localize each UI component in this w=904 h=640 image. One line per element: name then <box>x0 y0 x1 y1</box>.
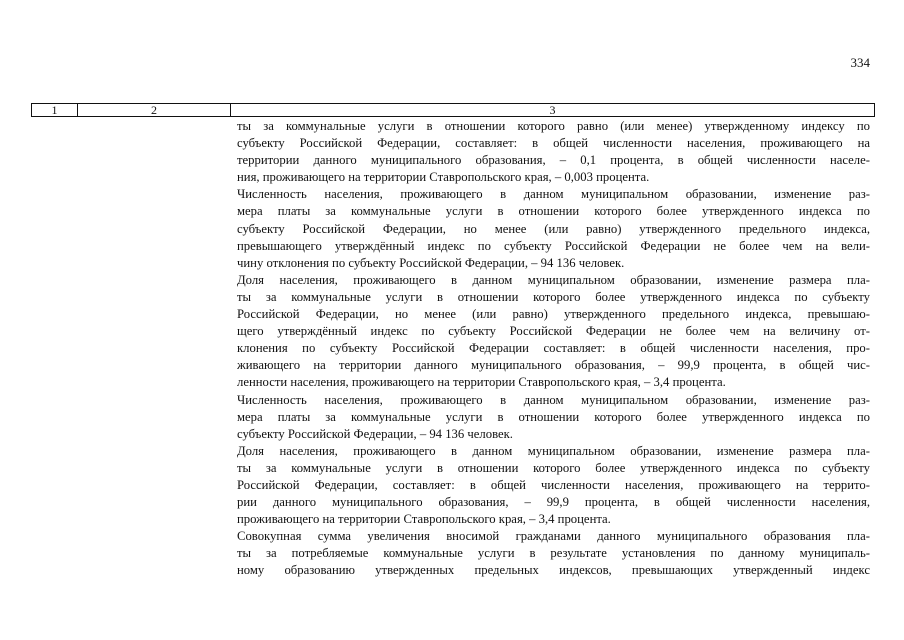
text-line: ты за потребляемые коммунальные услуги в результате установления по данному муниципаль- <box>237 546 870 561</box>
column-header-2: 2 <box>78 104 231 117</box>
text-line: мера платы за коммунальные услуги в отношении которого более утвержденного индекса по <box>237 409 870 424</box>
text-line: проживающего на территории Ставропольского края, – 3,4 процента. <box>237 512 611 527</box>
text-line: рии данного муниципального образования, – 99,9 процента, в общей численности населения, <box>237 495 870 510</box>
text-line: ному образованию утвержденных предельных индексов, превышающих утвержденный индекс <box>237 563 870 578</box>
paragraph <box>237 118 870 186</box>
paragraph <box>237 528 870 579</box>
document-body <box>237 118 870 580</box>
text-line: субъекту Российской Федерации, – 94 136 человек. <box>237 426 513 441</box>
text-line: ты за коммунальные услуги в отношении которого равно (или менее) утвержденному индексу по <box>237 119 870 133</box>
text-line: мера платы за коммунальные услуги в отношении которого более утвержденного индекса по <box>237 204 870 219</box>
column-header-table <box>31 103 875 117</box>
text-line: Совокупная сумма увеличения вносимой гражданами данного муниципального образования пла- <box>237 529 870 544</box>
text-line: Российской Федерации, составляет: в общей численности населения, проживающего на террито- <box>237 477 870 492</box>
text-line: чину отклонения по субъекту Российской Федерации, – 94 136 человек. <box>237 255 625 270</box>
text-line: живающего на территории данного муниципального образования, – 99,9 процента, в общей чис- <box>237 358 870 373</box>
text-line: ленности населения, проживающего на территории Ставропольского края, – 3,4 процента. <box>237 375 726 390</box>
column-header-row <box>32 104 875 117</box>
text-line: субъекту Российской Федерации, но менее (или равно) утвержденного предельного индекса, <box>237 221 870 236</box>
page-number: 334 <box>850 55 870 70</box>
paragraph <box>237 392 870 443</box>
text-line: территории данного муниципального образования, – 0,1 процента, в общей численности населе- <box>237 153 870 168</box>
column-header-1: 1 <box>32 104 78 117</box>
text-line: Доля населения, проживающего в данном муниципальном образовании, изменение размера пла- <box>237 443 870 458</box>
text-line: превышающего утверждённый индекс по субъекту Российской Федерации не более чем на вели- <box>237 238 870 253</box>
paragraph <box>237 272 870 392</box>
text-line: ния, проживающего на территории Ставропольского края, – 0,003 процента. <box>237 170 650 185</box>
text-line: Российской Федерации, но менее (или равно) утвержденного предельного индекса, превышаю- <box>237 307 870 322</box>
text-line: ты за коммунальные услуги в отношении которого более утвержденного индекса по субъекту <box>237 460 870 475</box>
text-line: щего утверждённый индекс по субъекту Российской Федерации не более чем на величину от- <box>237 324 870 339</box>
text-line: клонения по субъекту Российской Федерации составляет: в общей численности населения, про- <box>237 341 870 356</box>
text-line: Численность населения, проживающего в данном муниципальном образовании, изменение раз- <box>237 187 870 202</box>
text-line: Доля населения, проживающего в данном муниципальном образовании, изменение размера пла- <box>237 272 870 287</box>
paragraph <box>237 443 870 528</box>
text-line: субъекту Российской Федерации, составляет: в общей численности населения, проживающего на <box>237 136 870 151</box>
column-header-3: 3 <box>231 104 875 117</box>
text-line: ты за коммунальные услуги в отношении которого более утвержденного индекса по субъекту <box>237 289 870 304</box>
paragraph <box>237 186 870 271</box>
text-line: Численность населения, проживающего в данном муниципальном образовании, изменение раз- <box>237 392 870 407</box>
